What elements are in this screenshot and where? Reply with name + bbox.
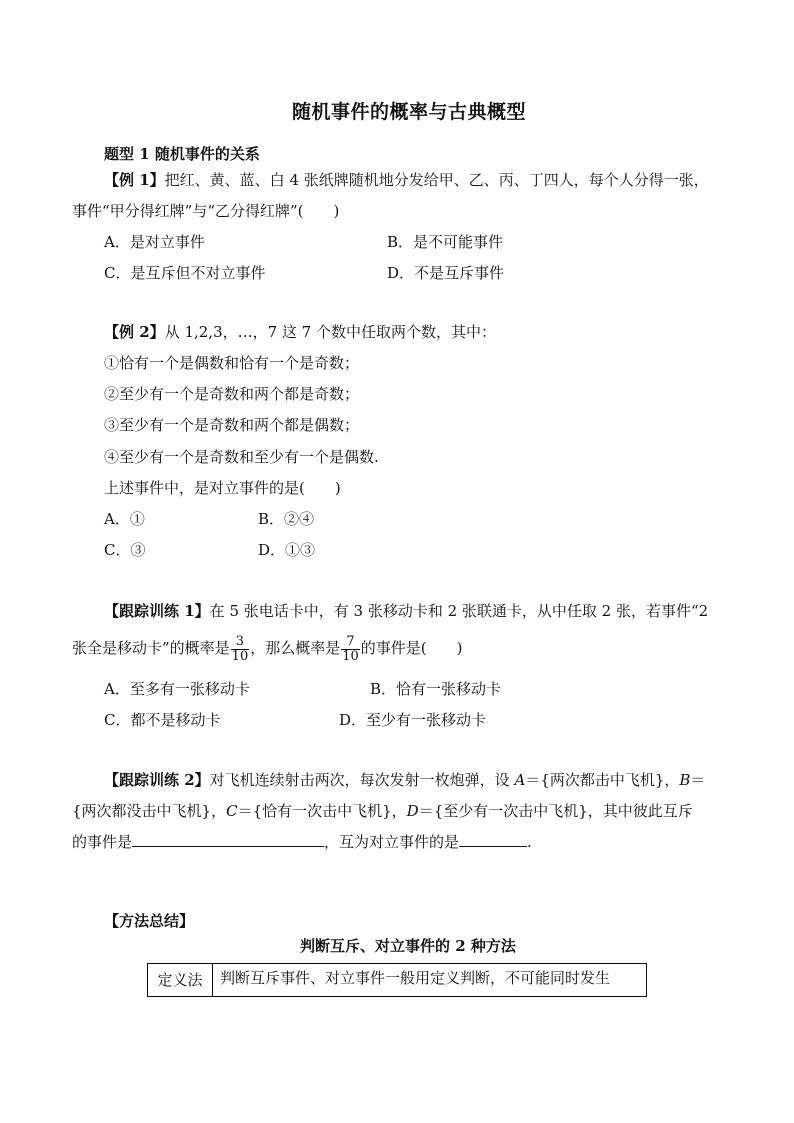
example2-text: 从 1,2,3，…，7 这 7 个数中任取两个数，其中： [164, 323, 496, 341]
variable-a: A [514, 771, 526, 789]
track1-line2-text-b: ，那么概率是 [250, 639, 341, 657]
example1-option-a: A．是对立事件 [104, 233, 205, 251]
answer-blank-mutually-exclusive[interactable] [132, 832, 324, 847]
fraction-denominator: 10 [231, 648, 249, 664]
example2-line1 [104, 322, 496, 342]
track2-text: ，互为对立事件的是 [324, 833, 460, 851]
track2-text: ＝{两次都击中飞机}， [525, 771, 680, 789]
track2-text: 对飞机连续射击两次，每次发射一枚炮弹，设 [209, 771, 515, 789]
example2-item4: ④至少有一个是奇数和至少有一个是偶数. [104, 448, 379, 466]
track1-option-b: B．恰有一张移动卡 [370, 680, 502, 698]
example2-label: 【例 2】 [104, 323, 165, 341]
track2-label: 【跟踪训练 2】 [104, 771, 210, 789]
track1-line1 [104, 601, 708, 621]
example2-question: 上述事件中，是对立事件的是( ) [104, 479, 341, 497]
track1-label: 【跟踪训练 1】 [104, 602, 210, 620]
track1-option-d: D．至少有一张移动卡 [339, 711, 487, 729]
method-table-cell-name: 定义法 [148, 964, 213, 996]
track2-text: 的事件是 [72, 833, 133, 851]
answer-blank-complementary[interactable] [459, 832, 527, 847]
variable-c: C [226, 802, 238, 820]
track1-option-a: A．至多有一张移动卡 [104, 680, 250, 698]
variable-b: B [679, 771, 691, 789]
example2-option-c: C．③ [104, 541, 146, 559]
track2-text: . [527, 833, 532, 851]
track1-option-c: C．都不是移动卡 [104, 711, 221, 729]
example1-line2: 事件“甲分得红牌”与“乙分得红牌”( ) [72, 202, 340, 220]
fraction-numerator: 3 [231, 635, 250, 650]
variable-d: D [406, 802, 419, 820]
example1-option-d: D．不是互斥事件 [387, 264, 505, 282]
example1-text: 把红、黄、蓝、白 4 张纸牌随机地分发给甲、乙、丙、丁四人，每个人分得一张， [164, 171, 709, 189]
example1-option-b: B．是不可能事件 [387, 233, 504, 251]
example2-option-d: D．①③ [258, 541, 316, 559]
example1-line1 [104, 170, 709, 190]
track1-line2 [72, 631, 463, 665]
method-table [147, 963, 647, 997]
track2-text: ＝{恰有一次击中飞机}， [237, 802, 407, 820]
track2-line2 [72, 801, 693, 821]
example2-option-a: A．① [104, 510, 145, 528]
page-title: 随机事件的概率与古典概型 [292, 101, 527, 123]
example2-item1: ①恰有一个是偶数和恰有一个是奇数； [104, 354, 360, 372]
track2-text: ＝ [690, 771, 706, 789]
summary-label: 【方法总结】 [104, 912, 195, 930]
example2-item2: ②至少有一个是奇数和两个都是奇数； [104, 385, 360, 403]
example2-item3: ③至少有一个是奇数和两个都是偶数； [104, 416, 360, 434]
track1-text: 在 5 张电话卡中，有 3 张移动卡和 2 张联通卡，从中任取 2 张，若事件“2 [209, 602, 709, 620]
track1-line2-text-c: 的事件是( ) [360, 639, 463, 657]
example1-option-c: C．是互斥但不对立事件 [104, 264, 266, 282]
track1-line2-text-a: 张全是移动卡”的概率是 [72, 639, 230, 657]
track2-text: ＝{至少有一次击中飞机}，其中彼此互斥 [418, 802, 693, 820]
track2-line1 [104, 770, 705, 790]
summary-subtitle: 判断互斥、对立事件的 2 种方法 [300, 937, 516, 955]
fraction-7-10 [341, 635, 360, 664]
track2-line3 [72, 832, 532, 852]
fraction-numerator: 7 [341, 635, 360, 650]
example1-label: 【例 1】 [104, 171, 165, 189]
track2-text: {两次都没击中飞机}， [72, 802, 227, 820]
section-heading: 题型 1 随机事件的关系 [104, 145, 260, 163]
method-table-cell-description: 判断互斥事件、对立事件一般用定义判断，不可能同时发生 [220, 969, 611, 987]
example2-option-b: B．②④ [258, 510, 315, 528]
fraction-denominator: 10 [342, 648, 359, 664]
fraction-3-10 [231, 635, 250, 664]
